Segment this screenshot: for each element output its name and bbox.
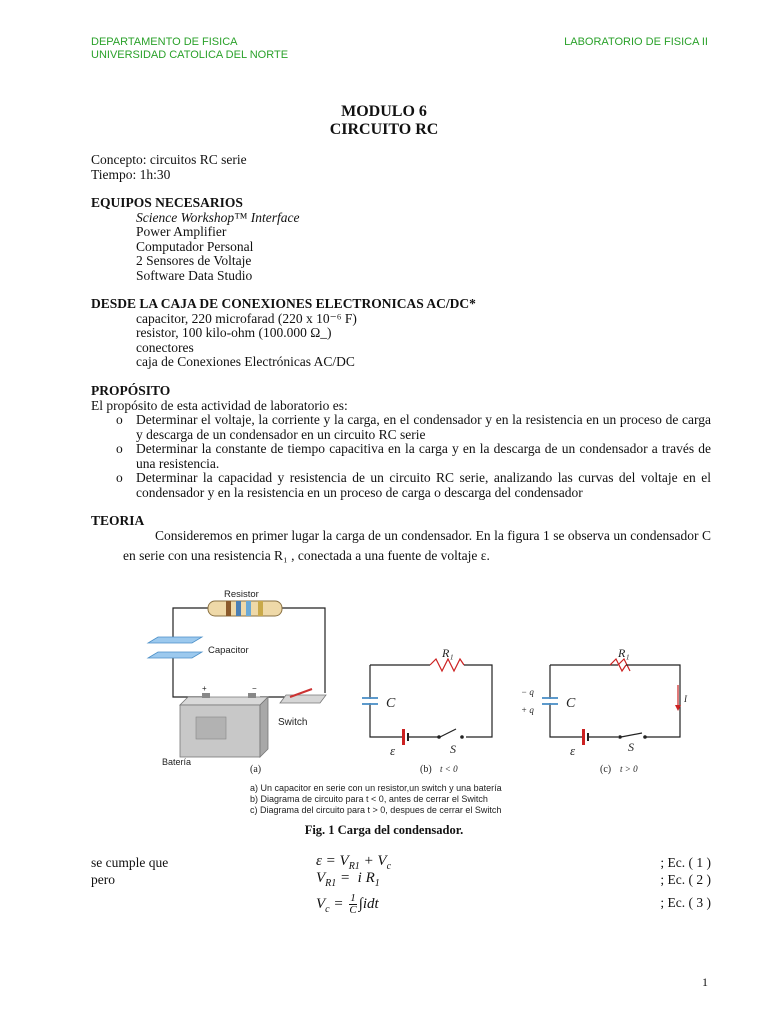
kit-item: capacitor, 220 microfarad (220 x 10⁻⁶ F)	[136, 310, 357, 326]
c-label: C	[386, 696, 396, 711]
bullet-marker: o	[116, 412, 123, 427]
title-line-1: MODULO 6	[341, 103, 427, 120]
schematic-b	[362, 646, 492, 775]
equation-label: se cumple que	[91, 855, 169, 870]
purpose-heading: PROPÓSITO	[91, 383, 171, 398]
resistor-label: Resistor	[224, 589, 259, 600]
resistor-icon	[208, 601, 282, 616]
purpose-item	[91, 413, 711, 442]
equation-3: $V_c$ = $\frac{1}{C}$ ∫idt	[316, 892, 379, 916]
equipment-item: Power Amplifier	[136, 224, 227, 239]
kit-heading: DESDE LA CAJA DE CONEXIONES ELECTRONICAS AC/DC*	[91, 296, 476, 311]
battery-icon	[180, 693, 268, 757]
minus-q-label: − q	[521, 687, 534, 697]
equipment-item: Software Data Studio	[136, 267, 253, 283]
kit-item: conectores	[136, 339, 194, 355]
capacitor-label: Capacitor	[208, 645, 249, 656]
figure-note-b: b) Diagrama de circuito para t < 0, antes de cerrar el Switch	[250, 794, 488, 804]
equipment-item: Computador Personal	[136, 238, 254, 254]
plus-q-label: + q	[521, 705, 534, 715]
minus-terminal: −	[252, 684, 257, 693]
kit-item: caja de Conexiones Electrónicas AC/DC	[136, 354, 355, 369]
equation-row	[91, 893, 711, 925]
page-number: 1	[702, 975, 708, 989]
figure-a-label: (a)	[250, 764, 262, 775]
current-label: I	[684, 694, 687, 704]
equipment-heading: EQUIPOS NECESARIOS	[91, 195, 243, 210]
figure-b-label: (b)	[420, 764, 432, 775]
switch-s-label: S	[628, 740, 634, 754]
document-title	[0, 103, 768, 139]
concept-line: Concepto: circuitos RC serie	[91, 152, 247, 167]
equation-ref: ; Ec. ( 2 )	[660, 872, 711, 887]
purpose-section	[91, 384, 711, 500]
theory-heading: TEORIA	[91, 513, 145, 528]
battery-symbol	[402, 729, 405, 745]
intro	[91, 153, 711, 182]
circuit-figure	[140, 585, 687, 825]
theory-section	[91, 514, 711, 566]
capacitor-icon	[148, 637, 202, 658]
lab-label: LABORATORIO DE FISICA II	[564, 36, 708, 48]
purpose-item-text: Determinar el voltaje, la corriente y la carga, en el condensador y en la resistencia en un proceso de carga y descarga de un condensador en un circuito RC serie	[136, 412, 711, 442]
c-label: C	[566, 696, 576, 711]
equation-ref: ; Ec. ( 1 )	[660, 855, 711, 870]
r1-label: R₁	[618, 646, 630, 660]
purpose-item-text: Determinar la capacidad y resistencia de un circuito RC serie, analizando las curvas del voltaje en el condensador y en la resistencia en un proceso de carga o descarga del condensador	[136, 470, 711, 500]
figure-note-a: a) Un capacitor en serie con un resistor,un switch y una batería	[250, 783, 502, 793]
purpose-item-text: Determinar la constante de tiempo capacitiva en la carga y en la descarga de un condensador a través de una resistencia.	[136, 441, 711, 471]
equipment-item: Science Workshop™ Interface	[136, 209, 300, 225]
equipment-item: 2 Sensores de Voltaje	[136, 253, 252, 268]
battery-symbol	[582, 729, 585, 745]
time-after-label: t > 0	[620, 764, 638, 774]
battery-label: Batería	[162, 757, 192, 767]
purpose-item	[91, 442, 711, 471]
switch-symbol	[440, 729, 456, 737]
switch-symbol	[621, 733, 642, 737]
title-line-2: CIRCUITO RC	[329, 121, 439, 138]
figure-caption: Fig. 1 Carga del condensador.	[304, 823, 464, 837]
equation-1: $\varepsilon = V_{R1} + V_c$	[316, 853, 392, 872]
kit-item: resistor, 100 kilo-ohm (100.000 Ω_)	[136, 325, 332, 340]
equipment-section	[91, 196, 711, 283]
schematic-c	[521, 646, 688, 775]
equation-row	[91, 872, 711, 894]
header-left	[91, 36, 288, 62]
theory-paragraph: Consideremos en primer lugar la carga de un condensador. En la figura 1 se observa un condensador C en serie con una resistencia R₁ , conectada a una fuente de voltaje ε.	[123, 527, 711, 563]
department-label: DEPARTAMENTO DE FISICA	[91, 36, 238, 48]
time-before-label: t < 0	[440, 764, 458, 774]
university-label: UNIVERSIDAD CATOLICA DEL NORTE	[91, 49, 289, 61]
bullet-marker: o	[116, 470, 123, 485]
physical-circuit	[148, 589, 326, 775]
bullet-marker: o	[116, 441, 123, 456]
emf-label: ε	[570, 743, 576, 758]
r1-label: R₁	[442, 646, 454, 660]
switch-s-label: S	[450, 742, 456, 756]
emf-label: ε	[390, 743, 396, 758]
equation-label: pero	[91, 872, 115, 887]
purpose-intro: El propósito de esta actividad de laboratorio es:	[91, 397, 348, 413]
plus-terminal: +	[202, 684, 207, 693]
resistor-symbol	[430, 659, 464, 671]
figure-c-label: (c)	[600, 764, 612, 775]
figure-note-c: c) Diagrama del circuito para t > 0, despues de cerrar el Switch	[250, 805, 502, 815]
equation-ref: ; Ec. ( 3 )	[660, 895, 711, 910]
purpose-item	[91, 471, 711, 500]
switch-label: Switch	[278, 717, 308, 728]
kit-section	[91, 297, 711, 370]
time-line: Tiempo: 1h:30	[91, 166, 171, 182]
equation-2: $V_{R1} = i$ $R_1$	[316, 870, 380, 889]
switch-icon	[280, 689, 326, 703]
